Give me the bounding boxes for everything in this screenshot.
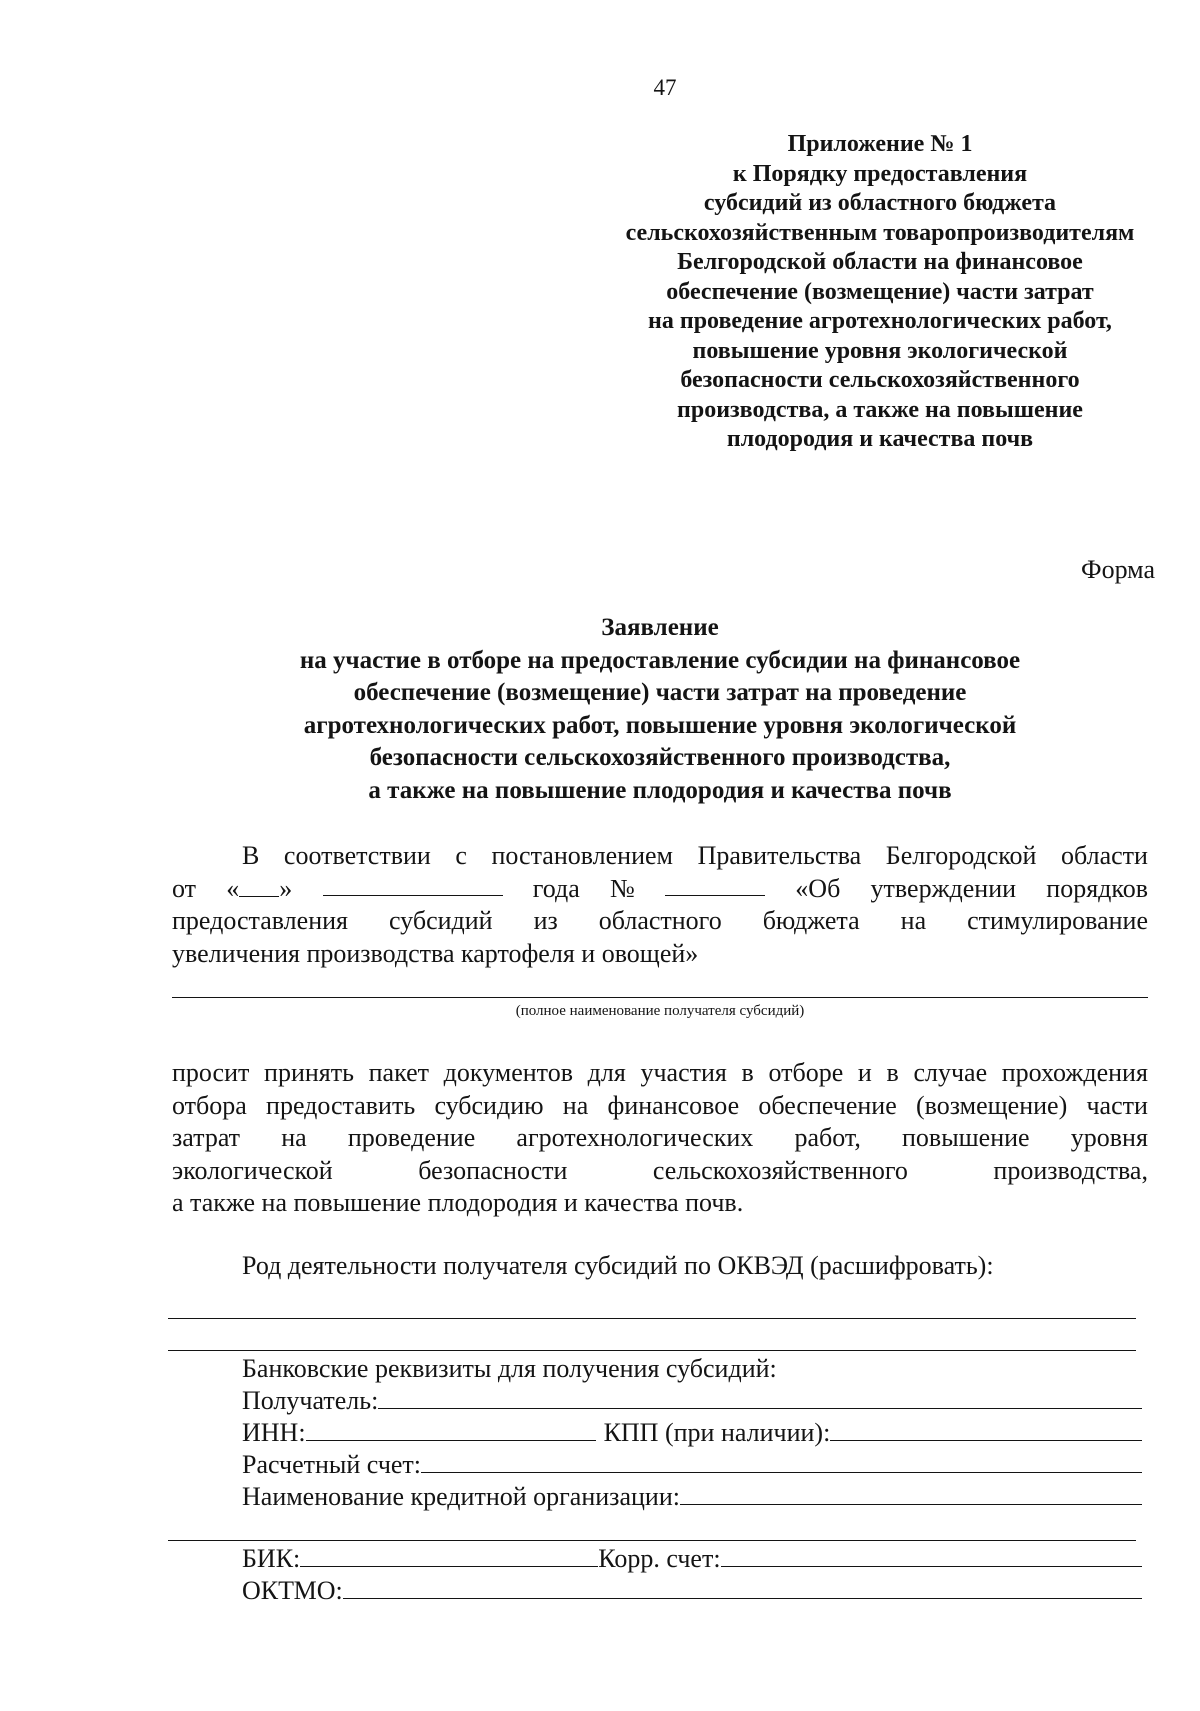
recipient-caption: (полное наименование получателя субсидий)	[515, 1003, 805, 1019]
paragraph-line	[172, 938, 1148, 971]
word: безопасности	[418, 1155, 568, 1185]
kpp-field[interactable]	[830, 1418, 1142, 1441]
word: Правительства	[697, 841, 862, 870]
annex-line: субсидий из областного бюджета	[703, 190, 1057, 216]
number-sign: №	[610, 873, 635, 903]
bik-field[interactable]	[300, 1544, 598, 1567]
word: на	[281, 1123, 307, 1152]
word: для	[587, 1058, 626, 1087]
form-label: Форма	[1081, 555, 1155, 584]
oktmo-label: ОКТМО:	[242, 1576, 343, 1605]
bank-details	[242, 1353, 1142, 1513]
word: стимулирование	[967, 906, 1148, 935]
word: бюджета	[762, 906, 860, 935]
account-row	[242, 1449, 1142, 1481]
word: пакет	[368, 1058, 429, 1087]
word: проведение	[347, 1123, 476, 1152]
word: из	[533, 906, 558, 935]
account-field[interactable]	[421, 1450, 1142, 1473]
paragraph-line	[172, 1057, 1148, 1090]
word: Белгородской	[885, 841, 1037, 870]
word: соответствии	[283, 841, 431, 870]
annex-line: производства, а также на повышение	[677, 396, 1083, 423]
annex-header	[570, 130, 1190, 455]
paragraph-line	[172, 1122, 1148, 1155]
oktmo-row	[242, 1575, 1142, 1607]
statement-title-line: Заявление	[601, 614, 719, 641]
word: финансовое	[607, 1090, 740, 1120]
paragraph-resolution	[172, 840, 1148, 970]
word: отбора	[172, 1090, 247, 1120]
kpp-label: КПП (при наличии):	[603, 1418, 831, 1447]
paragraph-line	[172, 873, 1148, 906]
statement-title-line: безопасности сельскохозяйственного производства,	[369, 744, 951, 771]
bank-codes	[242, 1543, 1142, 1607]
word: субсидий	[388, 906, 493, 935]
corr-account-label: Корр. счет:	[598, 1544, 721, 1573]
word: и	[857, 1058, 872, 1087]
word: прохождения	[1001, 1058, 1148, 1087]
word: предоставления	[172, 906, 348, 935]
bank-name-row	[242, 1481, 1142, 1513]
paragraph-line-text: увеличения производства картофеля и овощей»	[172, 938, 699, 968]
word: порядков	[1046, 873, 1148, 903]
word: области	[1061, 841, 1148, 870]
annex-line: обеспечение (возмещение) части затрат	[666, 278, 1094, 305]
word: предоставить	[266, 1090, 416, 1120]
bank-name-field[interactable]	[680, 1482, 1142, 1505]
date-day-field[interactable]	[226, 873, 292, 906]
word: (возмещение)	[915, 1090, 1068, 1120]
word: в	[886, 1058, 899, 1087]
paragraph-line	[172, 1187, 1148, 1220]
word: отборе	[768, 1058, 844, 1087]
word: просит	[172, 1058, 250, 1087]
word: работ,	[794, 1123, 861, 1152]
annex-line: плодородия и качества почв	[726, 426, 1034, 452]
annex-line: на проведение агротехнологических работ,	[648, 308, 1112, 334]
inn-field[interactable]	[306, 1418, 596, 1441]
annex-line: Приложение № 1	[787, 131, 973, 157]
word: повышение	[902, 1123, 1030, 1152]
inn-kpp-row	[242, 1417, 1142, 1449]
bik-label: БИК:	[242, 1544, 301, 1573]
annex-line: безопасности сельскохозяйственного	[680, 367, 1080, 393]
paragraph-request	[172, 1057, 1148, 1220]
word: агротехнологических	[516, 1123, 754, 1152]
bank-heading: Банковские реквизиты для получения субсидий:	[242, 1354, 777, 1383]
word: документов	[443, 1058, 573, 1087]
inn-label: ИНН:	[242, 1418, 306, 1447]
day-blank[interactable]	[239, 874, 279, 897]
bank-name-field-line-2[interactable]	[168, 1540, 1136, 1541]
word: в	[741, 1058, 754, 1087]
paragraph-line	[172, 840, 1148, 873]
word: уровня	[1070, 1123, 1148, 1152]
word: случае	[913, 1058, 988, 1087]
paragraph-line	[172, 1155, 1148, 1188]
paragraph-line	[172, 1090, 1148, 1123]
statement-title	[170, 612, 1150, 807]
recipient-row	[242, 1385, 1142, 1417]
word: от	[172, 873, 197, 903]
word: участия	[640, 1058, 727, 1087]
word: постановлением	[491, 841, 674, 870]
recipient-field[interactable]	[378, 1386, 1142, 1409]
word: части	[1086, 1090, 1148, 1120]
annex-line: к Порядку предоставления	[732, 160, 1028, 187]
quote-open: «	[226, 873, 240, 903]
okved-label: Род деятельности получателя субсидий по ОКВЭД (расшифровать):	[242, 1251, 994, 1280]
bank-name-label: Наименование кредитной организации:	[242, 1482, 680, 1511]
recipient-name-field[interactable]	[172, 997, 1148, 998]
statement-title-line: обеспечение (возмещение) части затрат на проведение	[353, 679, 967, 706]
word: затрат	[172, 1123, 241, 1152]
okved-field-line-1[interactable]	[168, 1318, 1136, 1319]
word: сельскохозяйственного	[652, 1155, 908, 1185]
word: принять	[264, 1058, 354, 1087]
annex-line: Белгородской области на финансовое	[677, 249, 1083, 275]
oktmo-field[interactable]	[343, 1576, 1142, 1599]
word: с	[455, 841, 467, 870]
paragraph-line	[172, 905, 1148, 938]
word: обеспечение	[758, 1090, 897, 1120]
annex-line: повышение уровня экологической	[692, 337, 1068, 364]
word: на	[562, 1090, 589, 1120]
statement-title-line: на участие в отборе на предоставление субсидии на финансовое	[299, 646, 1021, 674]
page-number: 47	[653, 75, 677, 100]
bank-heading-row	[242, 1353, 1142, 1385]
recipient-label: Получатель:	[242, 1386, 379, 1415]
statement-title-line: а также на повышение плодородия и качества почв	[368, 776, 952, 804]
bik-corr-row	[242, 1543, 1142, 1575]
date-month-field[interactable]	[323, 873, 503, 896]
word: областного	[598, 906, 722, 935]
annex-line: сельскохозяйственным товаропроизводителям	[625, 219, 1135, 246]
word: утверждении	[870, 873, 1017, 903]
word: субсидию	[434, 1090, 544, 1120]
resolution-number-field[interactable]	[665, 873, 765, 896]
paragraph-line-text: а также на повышение плодородия и качества почв.	[172, 1188, 744, 1217]
word: производства,	[993, 1155, 1148, 1185]
word: года	[532, 873, 580, 903]
word: на	[900, 906, 927, 935]
word: «Об	[795, 873, 841, 903]
word: В	[242, 841, 260, 870]
corr-account-field[interactable]	[721, 1544, 1142, 1567]
quote-close: »	[279, 873, 293, 903]
statement-title-line: агротехнологических работ, повышение уровня экологической	[303, 711, 1017, 739]
word: экологической	[172, 1155, 333, 1185]
okved-field-line-2[interactable]	[168, 1350, 1136, 1351]
account-label: Расчетный счет:	[242, 1450, 422, 1479]
